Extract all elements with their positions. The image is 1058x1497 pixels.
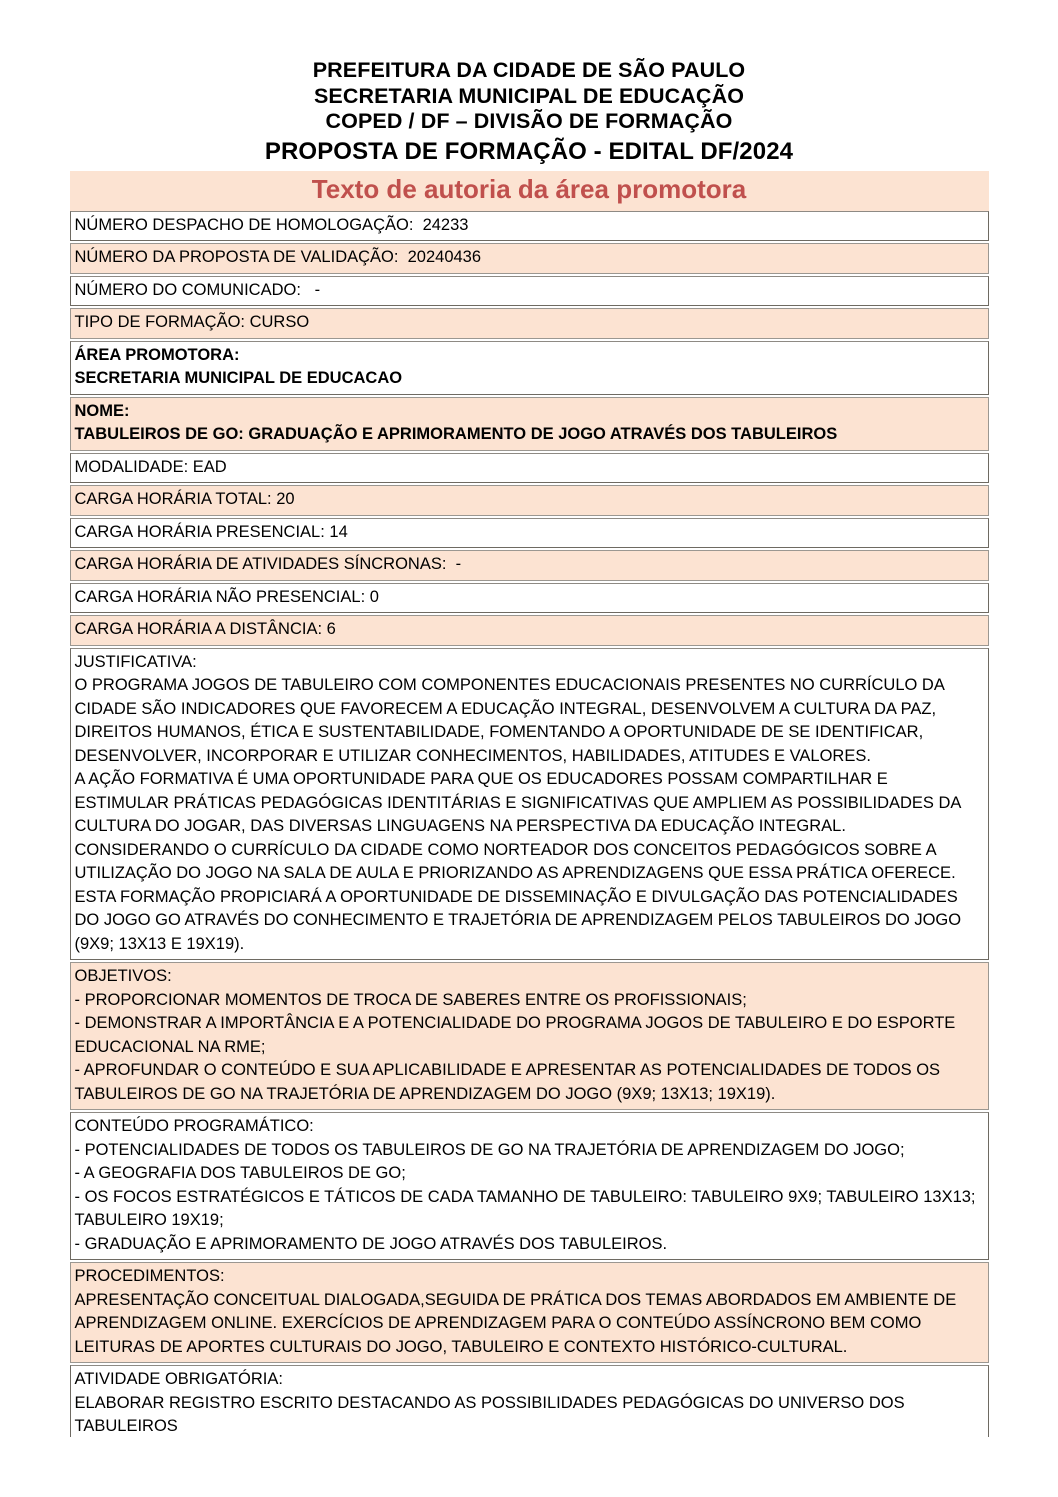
form-row-atividade-obrigatoria — [70, 1365, 989, 1437]
form-row-numero-comunicado — [70, 276, 989, 307]
accent-banner-text: Texto de autoria da área promotora — [311, 173, 747, 204]
accent-banner — [70, 171, 989, 211]
form-row-line: JUSTIFICATIVA: — [74, 652, 197, 671]
form-row-line: TIPO DE FORMAÇÃO: CURSO — [74, 313, 310, 331]
form-row-line: - PROPORCIONAR MOMENTOS DE TROCA DE SABERES ENTRE OS PROFISSIONAIS; — [74, 990, 747, 1009]
header-line-3: COPED / DF – DIVISÃO DE FORMAÇÃO — [325, 109, 733, 133]
form-row-line: MODALIDADE: EAD — [74, 457, 227, 476]
form-row-carga-horaria-presencial — [70, 518, 989, 549]
form-row-line: CARGA HORÁRIA PRESENCIAL: 14 — [74, 522, 348, 541]
form-row-line: - DEMONSTRAR A IMPORTÂNCIA E A POTENCIALIDADE DO PROGRAMA JOGOS DE TABULEIRO E DO ESPORTE EDUCACIONAL NA RME; — [74, 1014, 960, 1056]
form-row-line: CARGA HORÁRIA DE ATIVIDADES SÍNCRONAS: - — [74, 555, 462, 573]
form-row-line: CARGA HORÁRIA TOTAL: 20 — [74, 490, 295, 508]
form-row-carga-horaria-atividades-sincronas — [70, 550, 989, 581]
form-row-carga-horaria-nao-presencial — [70, 583, 989, 614]
document-header — [0, 0, 1058, 167]
form-row-line: CARGA HORÁRIA A DISTÂNCIA: 6 — [74, 620, 336, 638]
form-row-line: ELABORAR REGISTRO ESCRITO DESTACANDO AS POSSIBILIDADES PEDAGÓGICAS DO UNIVERSO DOS TABULEIROS — [74, 1393, 909, 1435]
form-row-line: NÚMERO DA PROPOSTA DE VALIDAÇÃO: 20240436 — [74, 248, 482, 266]
form-row-line: ÁREA PROMOTORA: — [74, 345, 240, 364]
form-row-tipo-de-formacao — [70, 308, 989, 339]
form-row-line: - OS FOCOS ESTRATÉGICOS E TÁTICOS DE CADA TAMANHO DE TABULEIRO: TABULEIRO 9X9; TABULEIRO 13X13; TABULEIRO 19X19; — [74, 1187, 980, 1229]
proposal-form-table — [70, 211, 989, 1438]
form-row-line: ESTA FORMAÇÃO PROPICIARÁ A OPORTUNIDADE DE DISSEMINAÇÃO E DIVULGAÇÃO DAS POTENCIALIDADES DO JOGO GO ATRAVÉS DO CONHECIMENTO E TRAJETÓRIA DE APRENDIZAGEM PELOS TABULEIROS DO JOGO (9X9; 13X13 E 19X19). — [74, 887, 966, 953]
form-row-line: - A GEOGRAFIA DOS TABULEIROS DE GO; — [74, 1164, 406, 1182]
form-row-line: - GRADUAÇÃO E APRIMORAMENTO DE JOGO ATRAVÉS DOS TABULEIROS. — [74, 1234, 668, 1253]
form-row-line: NOME: — [74, 401, 130, 420]
form-row-line: CONTEÚDO PROGRAMÁTICO: — [74, 1117, 314, 1135]
form-row-line: OBJETIVOS: — [74, 967, 172, 985]
form-row-line: ATIVIDADE OBRIGATÓRIA: — [74, 1370, 283, 1388]
form-row-line: NÚMERO DO COMUNICADO: - — [74, 280, 321, 299]
form-row-modalidade — [70, 453, 989, 484]
form-row-carga-horaria-a-distancia — [70, 615, 989, 646]
form-row-line: A AÇÃO FORMATIVA É UMA OPORTUNIDADE PARA QUE OS EDUCADORES POSSAM COMPARTILHAR E ESTIMULAR PRÁTICAS PEDAGÓGICAS IDENTITÁRIAS E SIGNIFICATIVAS QUE AMPLIEM AS POSSIBILIDADES DA CULTURA DO JOGAR, DAS DIVERSAS LINGUAGENS NA PERSPECTIVA DA EDUCAÇÃO INTEGRAL. CONSIDERANDO O CURRÍCULO DA CIDADE COMO NORTEADOR DOS CONCEITOS PEDAGÓGICOS SOBRE A UTILIZAÇÃO DO JOGO NA SALA DE AULA E PRIORIZANDO AS APRENDIZAGENS QUE ESSA PRÁTICA OFERECE. — [74, 770, 966, 882]
form-row-numero-proposta-validacao — [70, 243, 989, 274]
form-row-area-promotora — [70, 341, 989, 395]
form-row-nome — [70, 397, 989, 451]
form-row-objetivos — [70, 962, 989, 1110]
form-row-line: PROCEDIMENTOS: — [74, 1267, 225, 1285]
header-line-1: PREFEITURA DA CIDADE DE SÃO PAULO — [312, 58, 746, 82]
form-row-line: SECRETARIA MUNICIPAL DE EDUCACAO — [74, 369, 403, 387]
form-row-carga-horaria-total — [70, 485, 989, 516]
header-line-proposta: PROPOSTA DE FORMAÇÃO - EDITAL DF/2024 — [264, 137, 794, 165]
form-row-line: CARGA HORÁRIA NÃO PRESENCIAL: 0 — [74, 587, 379, 606]
form-row-line: - APROFUNDAR O CONTEÚDO E SUA APLICABILIDADE E APRESENTAR AS POTENCIALIDADES DE TODOS OS TABULEIROS DE GO NA TRAJETÓRIA DE APRENDIZAGEM DO JOGO (9X9; 13X13; 19X19). — [74, 1061, 945, 1103]
form-row-line: TABULEIROS DE GO: GRADUAÇÃO E APRIMORAMENTO DE JOGO ATRAVÉS DOS TABULEIROS — [74, 425, 838, 443]
form-row-line: - POTENCIALIDADES DE TODOS OS TABULEIROS DE GO NA TRAJETÓRIA DE APRENDIZAGEM DO JOGO; — [74, 1140, 905, 1159]
form-row-procedimentos — [70, 1262, 989, 1363]
form-row-line: NÚMERO DESPACHO DE HOMOLOGAÇÃO: 24233 — [74, 215, 469, 234]
form-row-line: APRESENTAÇÃO CONCEITUAL DIALOGADA,SEGUIDA DE PRÁTICA DOS TEMAS ABORDADOS EM AMBIENTE DE APRENDIZAGEM ONLINE. EXERCÍCIOS DE APRENDIZAGEM PARA O CONTEÚDO ASSÍNCRONO BEM COMO LEITURAS DE APORTES CULTURAIS DO JOGO, TABULEIRO E CONTEXTO HISTÓRICO-CULTURAL. — [74, 1290, 960, 1356]
form-row-numero-despacho-homologacao — [70, 211, 989, 242]
form-row-justificativa — [70, 648, 989, 961]
form-row-line: O PROGRAMA JOGOS DE TABULEIRO COM COMPONENTES EDUCACIONAIS PRESENTES NO CURRÍCULO DA CIDADE SÃO INDICADORES QUE FAVORECEM A EDUCAÇÃO INTEGRAL, DESENVOLVEM A CULTURA DA PAZ, DIREITOS HUMANOS, ÉTICA E SUSTENTABILIDADE, FOMENTANDO A OPORTUNIDADE DE SE IDENTIFICAR, DESENVOLVER, INCORPORAR E UTILIZAR CONHECIMENTOS, HABILIDADES, ATITUDES E VALORES. — [74, 676, 949, 765]
header-line-2: SECRETARIA MUNICIPAL DE EDUCAÇÃO — [313, 83, 745, 108]
form-row-conteudo-programatico — [70, 1112, 989, 1260]
